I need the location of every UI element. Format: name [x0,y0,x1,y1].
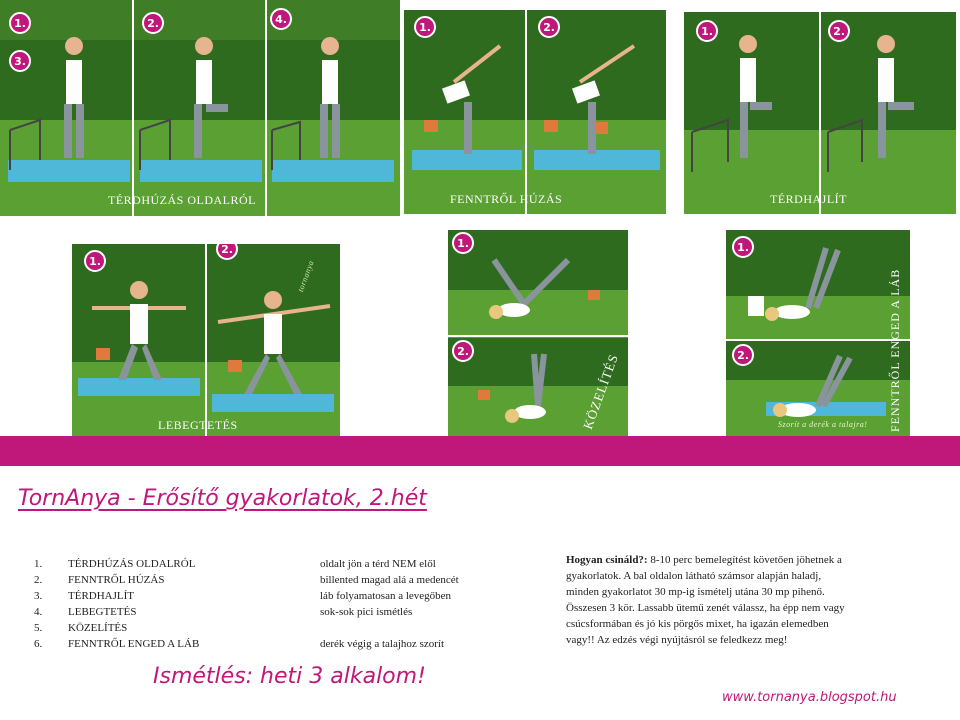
list-item [34,620,534,636]
item-name: TÉRDHAJLÍT [68,590,134,602]
item-number: 3. [34,590,43,602]
step-badge: 4. [270,8,292,30]
photo-panel-lebegtetes [72,244,340,436]
item-note: sok-sok pici ismétlés [320,606,413,618]
exercise-caption: TÉRDHAJLÍT [770,192,847,206]
item-number: 4. [34,606,43,618]
item-note [320,620,534,636]
item-name: FENNTRŐL HÚZÁS [68,574,165,586]
exercise-caption: KÖZELÍTÉS [580,351,622,432]
item-note: derék végig a talajhoz szorít [320,638,445,650]
step-badge: 2. [142,12,164,34]
item-name: LEBEGTETÉS [68,606,137,618]
list-item [34,572,534,588]
photo-panel-fenntrol-enged [726,230,910,436]
exercise-caption: FENNTRŐL ENGED A LÁB [888,268,902,432]
item-note: láb folyamatosan a levegőben [320,590,452,602]
item-name: KÖZELÍTÉS [68,622,128,634]
photo-panel-kozelites [448,230,628,436]
list-item [34,556,534,572]
item-name: FENNTRŐL ENGED A LÁB [68,638,200,650]
photo-panel-terdhajlit [684,12,956,214]
item-note: oldalt jön a térd NEM elől [320,558,436,570]
item-note: billented magad alá a medencét [320,574,459,586]
exercise-caption: LEBEGTETÉS [158,418,238,432]
item-name: TÉRDHÚZÁS OLDALRÓL [68,558,196,570]
step-badge: 1. [452,232,474,254]
step-badge: 1. [732,236,754,258]
step-badge: 1. [696,20,718,42]
step-badge: 2. [452,340,474,362]
photo-terdhuzas [0,0,400,216]
step-badge: 2. [216,244,238,260]
instructions-text: 8-10 perc bemelegítést követően jöhetnek a gyakorlatok. A bal oldalon látható számsor alapján haladj, minden gyakorlatot 30 mp-ig ismételj utána 30 mp pihenő. Összesen 3 kör. Lassabb ütemű zenét válassz, ha épp nem vagy csúcsformában és jó kis pörgős mixet, ha igazán elemedben vagy!! Az edzés végi nyújtásról se feledkezz meg! [566,554,845,646]
step-badge: 2. [732,344,754,366]
item-number: 1. [34,558,43,570]
instructions-label: Hogyan csináld?: [566,554,648,566]
photo-fenntrol-enged [726,230,910,436]
item-number: 6. [34,638,43,650]
step-badge: 1. [414,16,436,38]
step-badge: 1. [84,250,106,272]
repeat-note: Ismétlés: heti 3 alkalom! [153,664,426,689]
step-badge: 1. [9,12,31,34]
instructions-paragraph [566,552,848,648]
photo-watermark: tornanya [296,259,316,294]
photo-panel-fenntrol-huzas [404,10,666,214]
step-badge: 2. [538,16,560,38]
website-url: www.tornanya.blogspot.hu [722,690,897,705]
page-title: TornAnya - Erősítő gyakorlatok, 2.hét [18,486,427,511]
accent-band [0,436,960,466]
photo-lebegtetes [72,244,340,436]
photo-terdhajlit [684,12,956,214]
photo-inner-caption: Szorít a derék a talajra! [778,420,868,429]
list-item [34,604,534,620]
item-number: 2. [34,574,43,586]
exercise-list [34,556,534,652]
item-number: 5. [34,622,43,634]
photo-fenntrol-huzas [404,10,666,214]
exercise-caption: FENNTRŐL HÚZÁS [450,192,563,206]
list-item [34,588,534,604]
step-badge: 2. [828,20,850,42]
list-item [34,636,534,652]
step-badge: 3. [9,50,31,72]
exercise-caption: TÉRDHÚZÁS OLDALRÓL [108,193,256,207]
photo-panel-terdhuzas [0,0,400,216]
